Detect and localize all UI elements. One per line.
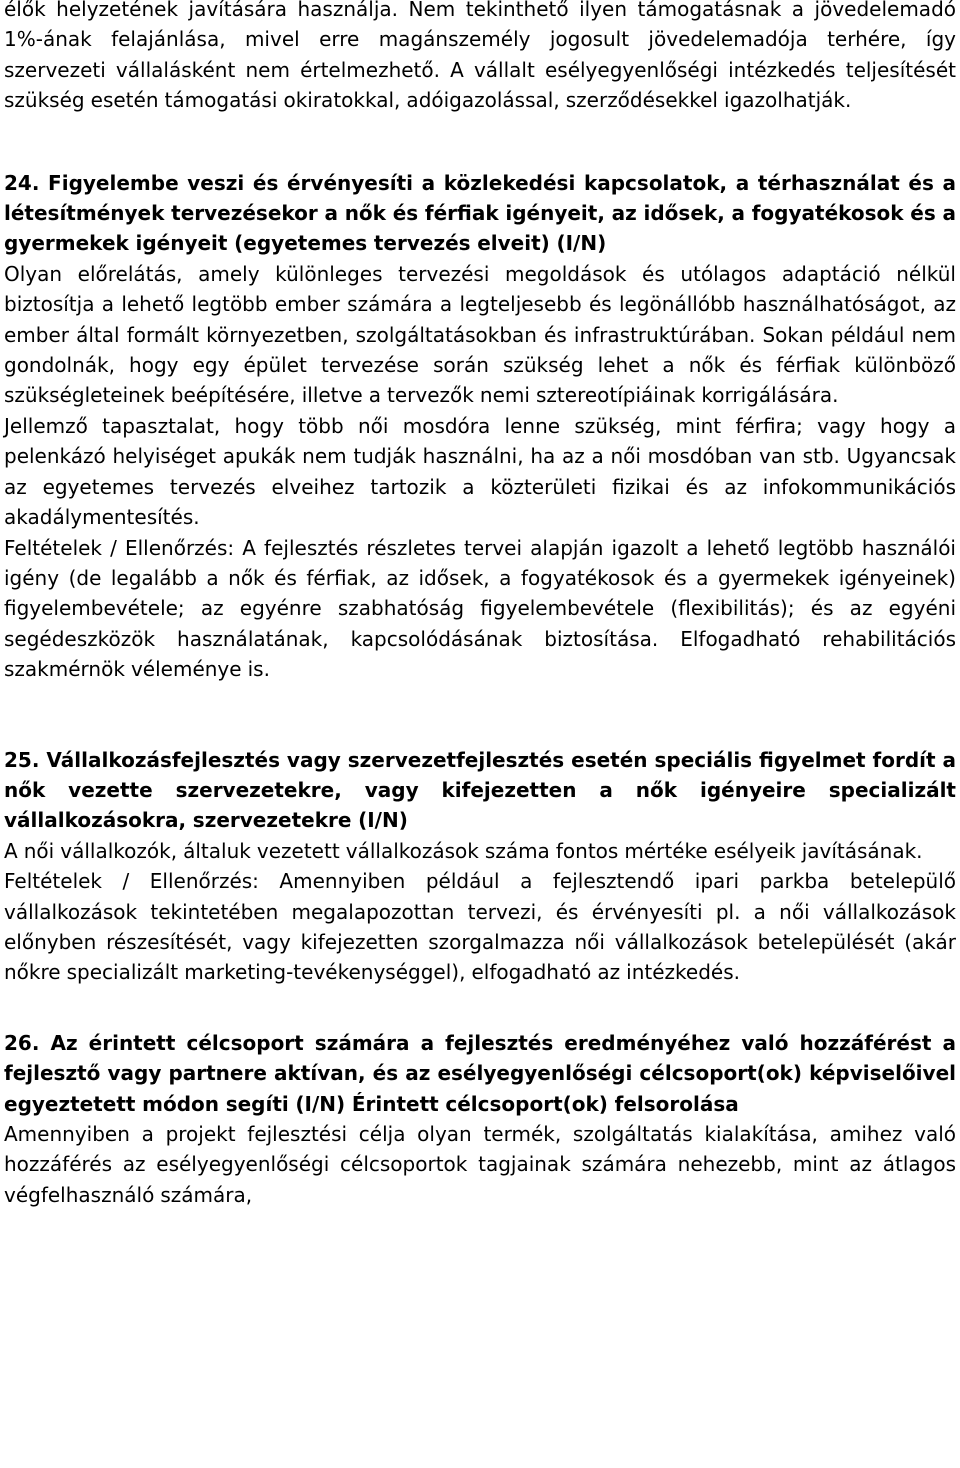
section-26-heading: 26. Az érintett célcsoport számára a fejlesztés eredményéhez való hozzáférést a fejlesztő vagy partnere aktívan, és az esélyegyenlőségi célcsoport(ok) képviselőivel egyeztetett módon segíti (I/N) Érintett célcsoport(ok) felsorolása xyxy=(4,1030,956,1116)
section-24-heading: 24. Figyelembe veszi és érvényesíti a közlekedési kapcsolatok, a térhasználat és a létesítmények tervezésekor a nők és férfiak igényeit, az idősek, a fogyatékosok és a gyermekek igényeit (egyetemes tervezés elveit) (I/N) xyxy=(4,170,956,256)
section-25-conditions: Feltételek / Ellenőrzés: Amennyiben például a fejlesztendő ipari parkba betelepülő vállalkozások tekintetében megalapozottan tervezi, és érvényesíti pl. a női vállalkozások előnyben részesítését, vagy kifejezetten szorgalmazza női vállalkozások betelepülését (akár nőkre specializált marketing-tevékenységgel), elfogadható az intézkedés. xyxy=(4,869,956,985)
section-25-body-1: A női vállalkozók, általuk vezetett vállalkozások száma fontos mértéke esélyeik javításának. xyxy=(4,838,923,863)
section-24-body-2: Jellemző tapasztalat, hogy több női mosdóra lenne szükség, mint férfira; vagy hogy a pelenkázó helyiséget apukák nem tudják használni, ha az a női mosdóban van stb. Ugyancsak az egyetemes tervezés elveihez tartozik a közterületi fizikai és az infokommunikációs akadálymentesítés. xyxy=(4,413,956,530)
intro-paragraph: élők helyzetének javítására használja. Nem tekinthető ilyen támogatásnak a jövedelemadó 1%-ának felajánlása, mivel erre magánszemély jogosult jövedelemadója terhére, így szervezeti vállalásként nem értelmezhető. A vállalt esélyegyenlőségi intézkedés teljesítését szükség esetén támogatási okiratokkal, adóigazolással, szerződésekkel igazolhatják. xyxy=(4,0,956,113)
section-26-body-1: Amennyiben a projekt fejlesztési célja olyan termék, szolgáltatás kialakítása, amihez való hozzáférés az esélyegyenlőségi célcsoportok tagjainak számára nehezebb, mint az átlagos végfelhasználó számára, xyxy=(4,1122,956,1207)
section-25-heading: 25. Vállalkozásfejlesztés vagy szervezetfejlesztés esetén speciális figyelmet fordít a nők vezette szervezetekre, vagy kifejezetten a nők igényeire specializált vállalkozásokra, szervezetekre (I/N) xyxy=(4,747,956,833)
section-24-conditions: Feltételek / Ellenőrzés: A fejlesztés részletes tervei alapján igazolt a lehető legtöbb használói igény (de legalább a nők és férfiak, az idősek, a fogyatékosok és a gyermekek igényeinek) figyelembevétele; az egyénre szabhatóság figyelembevétele (flexibilitás); és az egyéni segédeszközök használatának, kapcsolódásának biztosítása. Elfogadható rehabilitációs szakmérnök véleménye is. xyxy=(4,535,956,682)
spacer xyxy=(4,116,956,168)
spacer xyxy=(4,988,956,1028)
spacer xyxy=(4,685,956,745)
document-page xyxy=(4,0,956,1210)
section-24-body-1: Olyan előrelátás, amely különleges tervezési megoldások és utólagos adaptáció nélkül biztosítja a lehető legtöbb ember számára a legteljesebb és legönállóbb használhatóságot, az ember által formált környezetben, szolgáltatásokban és infrastruktúrában. Sokan például nem gondolnák, hogy egy épület tervezése során szükség lehet a nők és férfiak különböző szükségleteinek beépítésére, illetve a tervezők nemi sztereotípiáinak korrigálására. xyxy=(4,261,956,408)
